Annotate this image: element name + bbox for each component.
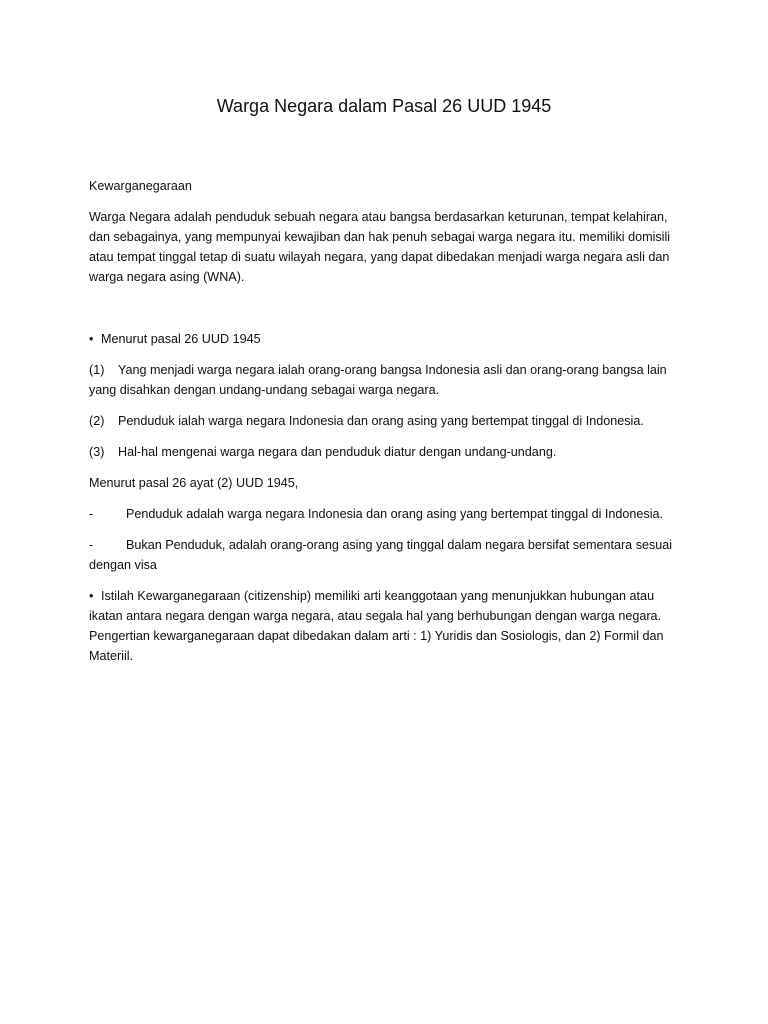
subsection-heading-ayat-2: Menurut pasal 26 ayat (2) UUD 1945, [89, 476, 299, 490]
document-title: Warga Negara dalam Pasal 26 UUD 1945 [216, 96, 552, 116]
dash-item-text: Penduduk adalah warga negara Indonesia dan orang asing yang bertempat tinggal di Indonesia. [126, 507, 664, 521]
closing-paragraph [89, 586, 685, 666]
dash-item-1 [89, 504, 685, 524]
list-number: (3) [89, 445, 105, 459]
bullet-heading-pasal-26 [89, 329, 685, 349]
dash-item-2 [89, 535, 685, 575]
definition-paragraph: Warga Negara adalah penduduk sebuah negara atau bangsa berdasarkan keturunan, tempat kelahiran, dan sebagainya, yang mempunyai kewajiban dan hak penuh sebagai warga negara itu. memiliki domisili atau tempat tinggal tetap di suatu wilayah negara, yang dapat dibedakan menjadi warga negara asli dan warga negara asing (WNA). [89, 210, 671, 284]
list-item-1 [89, 360, 685, 400]
list-item-3 [89, 442, 685, 462]
list-item-text: Penduduk ialah warga negara Indonesia dan orang asing yang bertempat tinggal di Indonesia. [118, 414, 644, 428]
bullet-heading-label: Menurut pasal 26 UUD 1945 [101, 332, 261, 346]
dash-marker: - [89, 507, 94, 521]
section-heading: Kewarganegaraan [89, 179, 192, 193]
dash-item-text: Bukan Penduduk, adalah orang-orang asing yang tinggal dalam negara bersifat sementara sesuai dengan visa [89, 538, 673, 572]
list-item-text: Yang menjadi warga negara ialah orang-orang bangsa Indonesia asli dan orang-orang bangsa lain yang disahkan dengan undang-undang sebagai warga negara. [89, 363, 667, 397]
document-body [89, 176, 685, 677]
closing-text: Istilah Kewarganegaraan (citizenship) memiliki arti keanggotaan yang menunjukkan hubungan atau ikatan antara negara dengan warga negara, atau segala hal yang berhubungan dengan warga negara. Pengertian kewarganegaraan dapat dibedakan dalam arti : 1) Yuridis dan Sosiologis, dan 2) Formil dan Materiil. [89, 589, 664, 663]
list-number: (2) [89, 414, 105, 428]
bullet-icon: • [89, 589, 94, 603]
list-item-2 [89, 411, 685, 431]
dash-marker: - [89, 538, 94, 552]
bullet-icon: • [89, 332, 94, 346]
list-item-text: Hal-hal mengenai warga negara dan penduduk diatur dengan undang-undang. [118, 445, 557, 459]
list-number: (1) [89, 363, 105, 377]
